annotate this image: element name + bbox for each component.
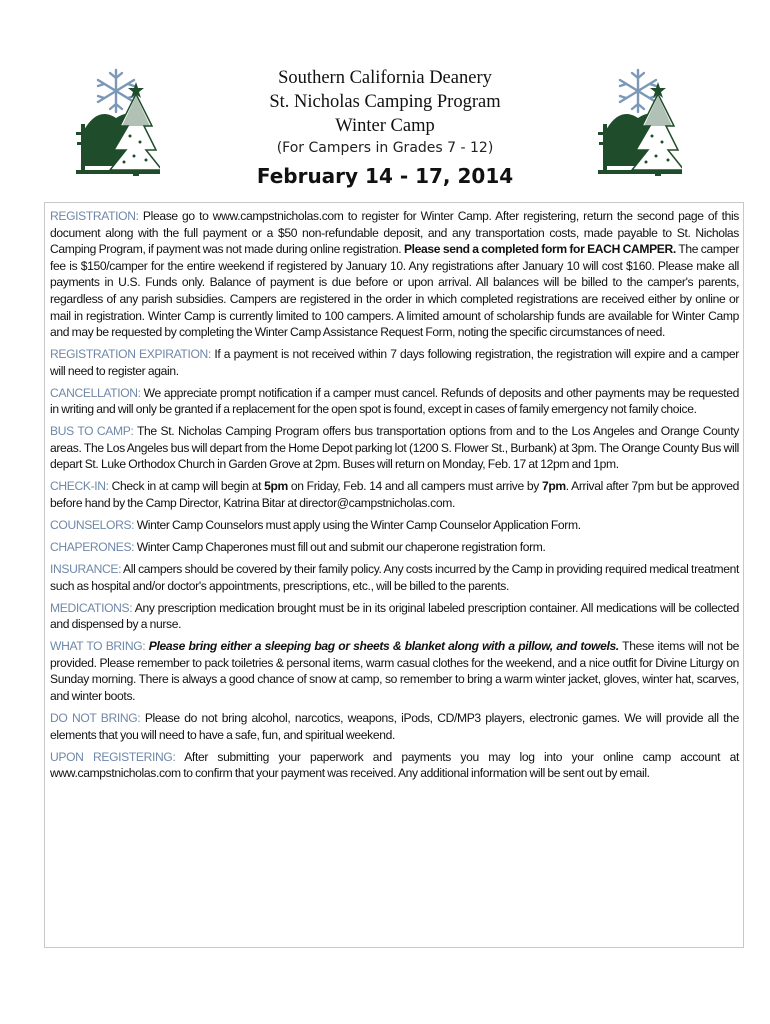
section-label: CHECK-IN:: [50, 479, 109, 494]
section-label: REGISTRATION EXPIRATION:: [50, 347, 211, 362]
checkin-section: [50, 478, 739, 511]
chaperones-section: [50, 539, 739, 556]
section-text: The St. Nicholas Camping Program offers bus transportation options from and to the Los Angeles and Orange County areas. The Los Angeles bus will depart from the Home Depot parking lot (1200 S. Flower St., Burbank) at 3pm. The Orange County Bus will depart St. Luke Orthodox Church in Garden Grove at 2pm. Buses will return on Monday, Feb. 17 at 12pm and 1pm.: [50, 424, 739, 472]
section-text: Winter Camp Chaperones must fill out and submit our chaperone registration form.: [134, 540, 546, 555]
snowflake-tree-icon: [598, 66, 682, 178]
section-emphasis: Please bring either a sleeping bag or sheets & blanket along with a pillow, and towels.: [148, 639, 619, 654]
section-text: Any prescription medication brought must be in its original labeled prescription container. All medications will be collected and dispensed by a nurse.: [50, 600, 739, 632]
registration-section: [50, 208, 739, 341]
camp-dates: February 14 - 17, 2014: [256, 164, 514, 188]
section-text: . Arrival after 7pm but be approved before hand by the Camp Director, Katrina Bitar at director@campstnicholas.com.: [50, 479, 740, 511]
section-label: DO NOT BRING:: [50, 710, 141, 725]
section-text: After submitting your paperwork and payments you may log into your online camp account at www.campstnicholas.com to confirm that your payment was received. Any additional information will be sent out by email.: [50, 749, 739, 781]
expiration-section: [50, 346, 739, 379]
section-label: CANCELLATION:: [50, 385, 141, 400]
upon-registering-section: [50, 749, 739, 782]
snowflake-tree-icon: [76, 66, 160, 178]
section-text: If a payment is not received within 7 days following registration, the registration will expire and a camper will need to register again.: [50, 347, 739, 378]
insurance-section: [50, 561, 739, 594]
section-label: MEDICATIONS:: [50, 600, 133, 615]
bus-section: [50, 423, 739, 473]
camp-name: Winter Camp: [335, 116, 435, 136]
program-name: St. Nicholas Camping Program: [269, 92, 501, 112]
section-label: BUS TO CAMP:: [50, 424, 134, 439]
checkin-start-time: 5pm: [264, 479, 288, 494]
section-text: Please do not bring alcohol, narcotics, weapons, iPods, CD/MP3 players, electronic games. We will provide all the elements that you will need to have a safe, fun, and spiritual weekend.: [50, 710, 739, 742]
camp-logo-left: [76, 66, 160, 178]
cancellation-section: [50, 385, 739, 418]
section-text: Winter Camp Counselors must apply using the Winter Camp Counselor Application Form.: [134, 518, 581, 533]
section-label: REGISTRATION:: [50, 209, 139, 223]
checkin-deadline-time: 7pm: [541, 479, 566, 494]
section-emphasis: Please send a completed form for EACH CAMPER.: [403, 242, 676, 257]
organization-name: Southern California Deanery: [278, 68, 492, 88]
what-to-bring-section: [50, 638, 739, 704]
counselors-section: [50, 517, 739, 534]
section-label: COUNSELORS:: [50, 518, 135, 533]
section-label: INSURANCE:: [50, 562, 122, 577]
section-label: UPON REGISTERING:: [50, 749, 176, 764]
grades-subtitle: (For Campers in Grades 7 - 12): [276, 140, 494, 156]
section-text: Check in at camp will begin at: [108, 479, 265, 494]
info-box: [44, 202, 744, 948]
section-text: We appreciate prompt notification if a camper must cancel. Refunds of deposits and other payments may be requested in writing and will only be granted if a replacement for the open spot is found, except in cases of family emergency not family choice.: [50, 385, 739, 417]
section-label: WHAT TO BRING:: [50, 639, 146, 654]
section-text: on Friday, Feb. 14 and all campers must arrive by: [287, 479, 542, 494]
do-not-bring-section: [50, 710, 739, 743]
document-header: [180, 66, 590, 188]
section-text: All campers should be covered by their family policy. Any costs incurred by the Camp in providing required medical treatment such as hospital and/or doctor's appointments, prescriptions, etc., will be billed to the parents.: [50, 562, 739, 593]
medications-section: [50, 600, 739, 633]
section-text: Please go to www.campstnicholas.com to register for Winter Camp. After registering, return the second page of this document along with the full payment or a $50 non-refundable deposit, and any transportation costs, made payable to St. Nicholas Camping Program, if payment was not made during online registration.: [50, 209, 739, 257]
section-text: The camper fee is $150/camper for the entire weekend if registered by January 10. Any registrations after January 10 will cost $160. Please make all payments in U.S. Funds only. Balance of payment is due before or upon arrival. All balances will be billed to the camper's parents, regardless of any parish subsidies. Campers are registered in the order in which completed registrations are received either by online or mail in registration. Winter Camp is currently limited to 100 campers. A limited amount of scholarship funds are available for Winter Camp and may be requested by completing the Winter Camp Assistance Request Form, noting the specific circumstances of need.: [50, 242, 739, 340]
section-label: CHAPERONES:: [50, 540, 135, 555]
section-text: These items will not be provided. Please remember to pack toiletries & personal items, warm casual clothes for the weekend, and a nice outfit for Divine Liturgy on Sunday morning. There is always a good chance of snow at camp, so remember to bring a warm winter jacket, gloves, winter hat, scarves, and winter boots.: [50, 639, 739, 703]
camp-logo-right: [598, 66, 682, 178]
